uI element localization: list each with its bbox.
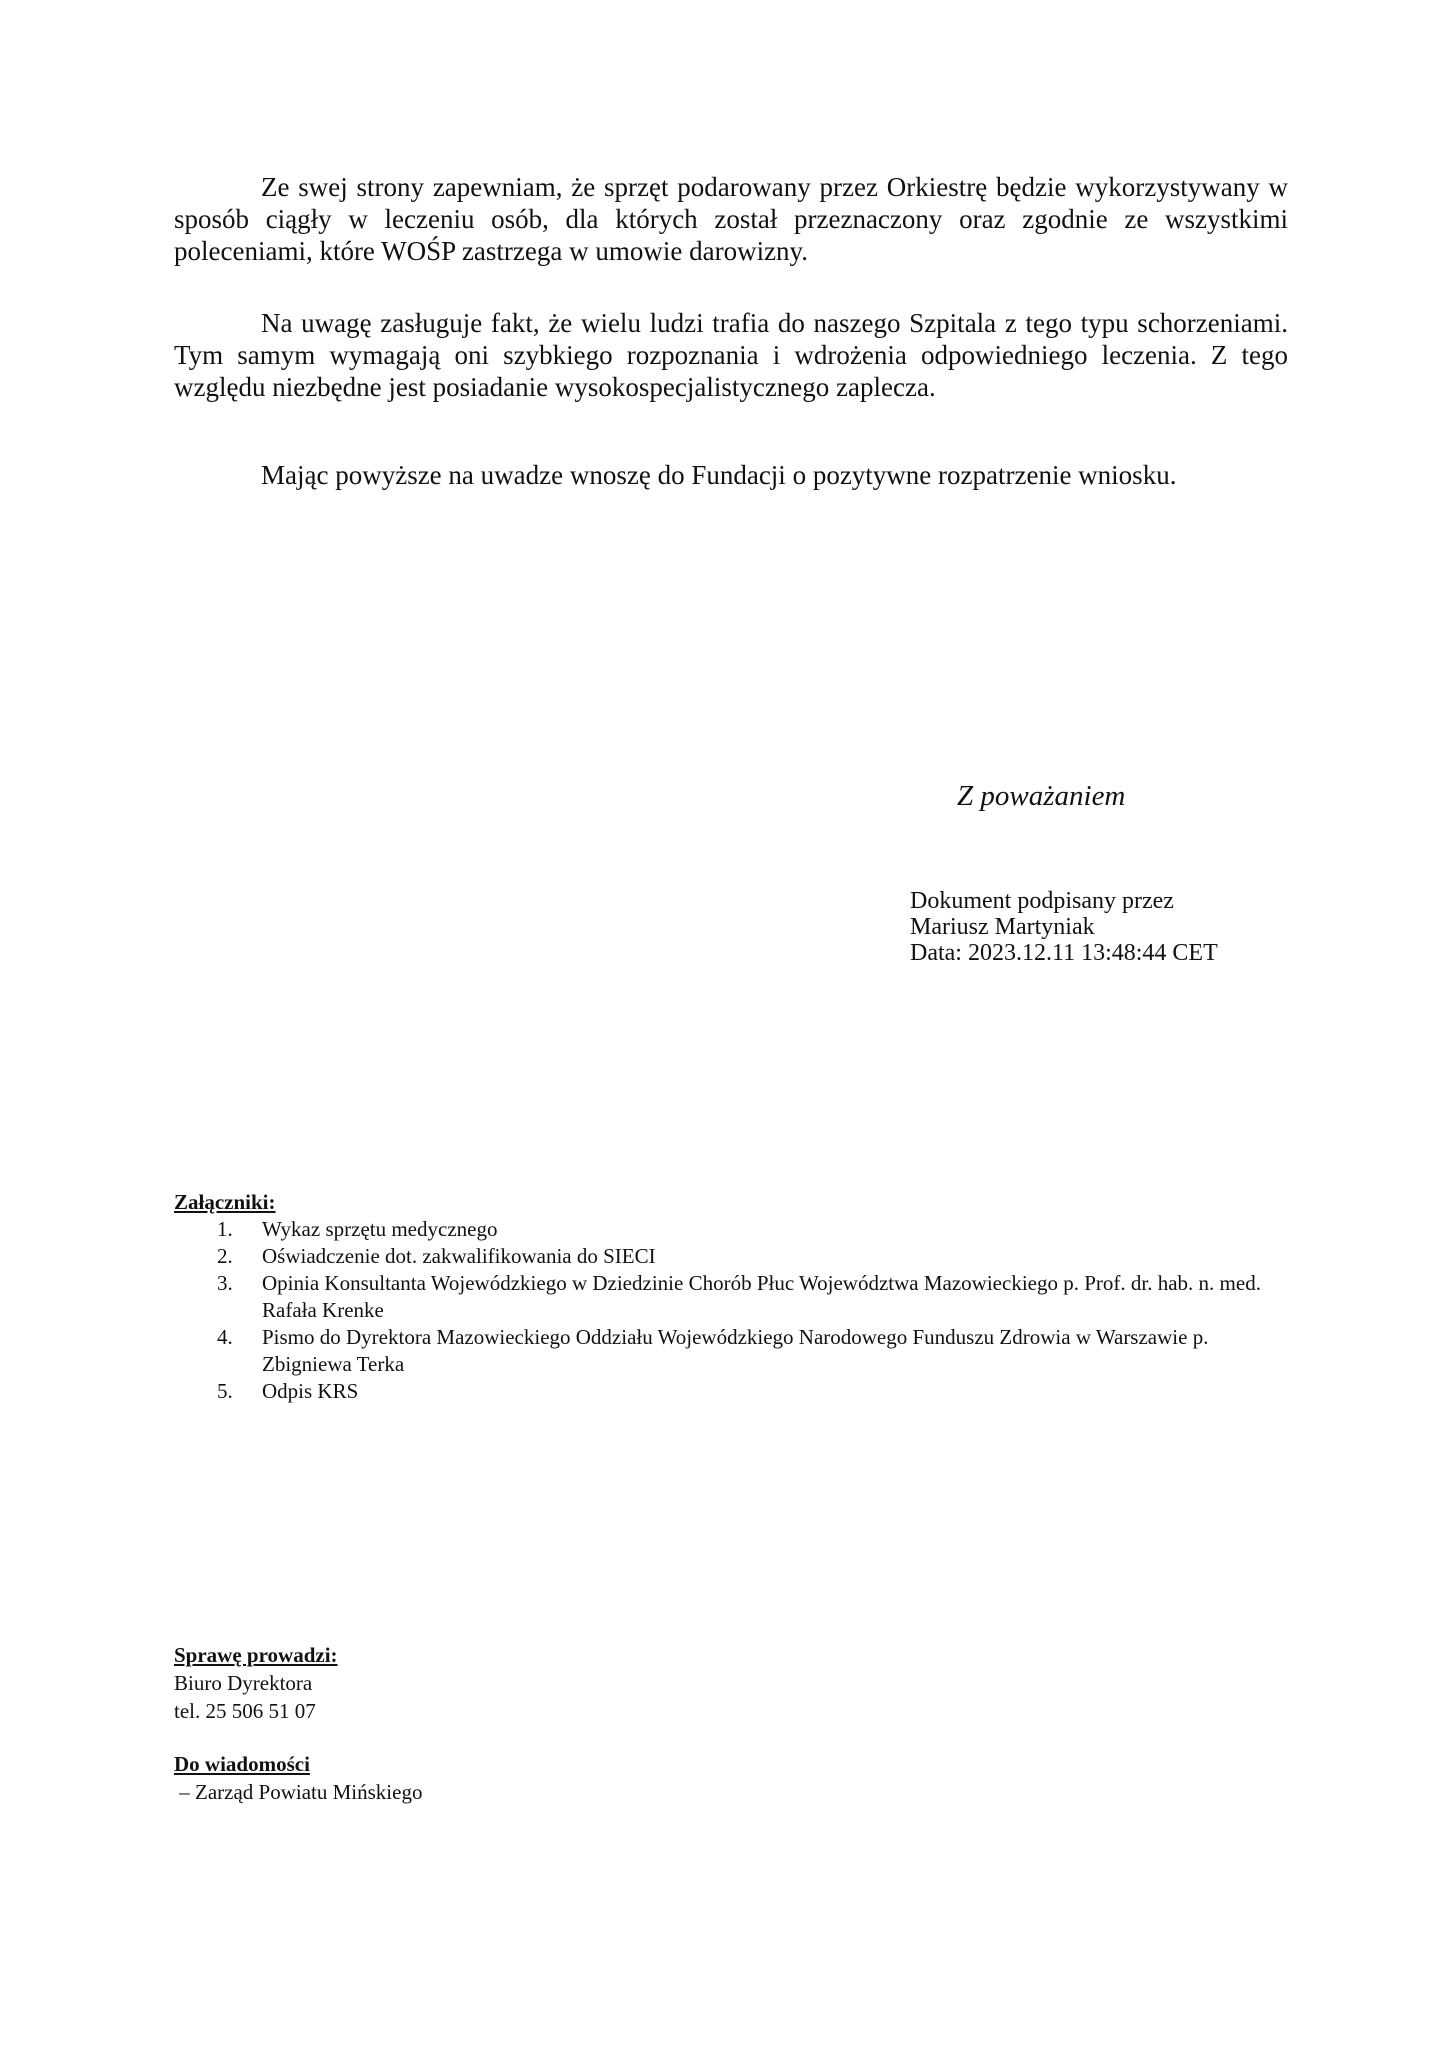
- body-paragraph-1: Ze swej strony zapewniam, że sprzęt podarowany przez Orkiestrę będzie wykorzystywany w sposób ciągły w leczeniu osób, dla których został przeznaczony oraz zgodnie ze wszystkimi poleceniami, które WOŚP zastrzega w umowie darowizny.: [174, 172, 1288, 266]
- attachment-item: [174, 1378, 1294, 1405]
- body-paragraph-3: Mając powyższe na uwadze wnoszę do Fundacji o pozytywne rozpatrzenie wniosku.: [261, 460, 1177, 490]
- signature-block: [910, 888, 1218, 966]
- attachment-item: [174, 1324, 1294, 1378]
- attachment-text: Odpis KRS: [262, 1379, 359, 1403]
- cc-section: [174, 1751, 422, 1806]
- attachment-text: Opinia Konsultanta Wojewódzkiego w Dziedzinie Chorób Płuc Województwa Mazowieckiego p. Prof. dr. hab. n. med. Rafała Krenke: [262, 1271, 1261, 1322]
- attachments-section: [174, 1189, 1294, 1405]
- case-handler-office: Biuro Dyrektora: [174, 1671, 313, 1695]
- attachment-item: [174, 1243, 1294, 1270]
- attachment-number: 4.: [217, 1325, 233, 1349]
- case-handler-phone: tel. 25 506 51 07: [174, 1699, 316, 1723]
- case-handler-section: [174, 1642, 338, 1725]
- cc-heading: Do wiadomości: [174, 1752, 310, 1776]
- attachment-text: Oświadczenie dot. zakwalifikowania do SIECI: [262, 1244, 656, 1268]
- attachment-text: Pismo do Dyrektora Mazowieckiego Oddziału Wojewódzkiego Narodowego Funduszu Zdrowia w Warszawie p. Zbigniewa Terka: [262, 1325, 1209, 1376]
- attachment-number: 5.: [217, 1379, 233, 1403]
- body-paragraph-2: Na uwagę zasługuje fakt, że wielu ludzi trafia do naszego Szpitala z tego typu schorzeniami. Tym samym wymagają oni szybkiego rozpoznania i wdrożenia odpowiedniego leczenia. Z tego względu niezbędne jest posiadanie wysokospecjalistycznego zaplecza.: [174, 308, 1288, 402]
- attachment-item: [174, 1216, 1294, 1243]
- attachments-list: [174, 1216, 1294, 1405]
- attachment-number: 3.: [217, 1271, 233, 1295]
- signature-line-signed-by: Dokument podpisany przez: [910, 888, 1174, 914]
- closing-salutation: Z poważaniem: [957, 780, 1126, 812]
- signature-line-date: Data: 2023.12.11 13:48:44 CET: [910, 940, 1218, 966]
- attachment-number: 1.: [217, 1217, 233, 1241]
- attachment-item: [174, 1270, 1294, 1324]
- case-handler-heading: Sprawę prowadzi:: [174, 1643, 338, 1667]
- attachment-text: Wykaz sprzętu medycznego: [262, 1217, 498, 1241]
- signature-line-signer-name: Mariusz Martyniak: [910, 914, 1095, 940]
- attachment-number: 2.: [217, 1244, 233, 1268]
- attachments-heading: Załączniki:: [174, 1190, 276, 1214]
- cc-recipient: – Zarząd Powiatu Mińskiego: [174, 1780, 423, 1804]
